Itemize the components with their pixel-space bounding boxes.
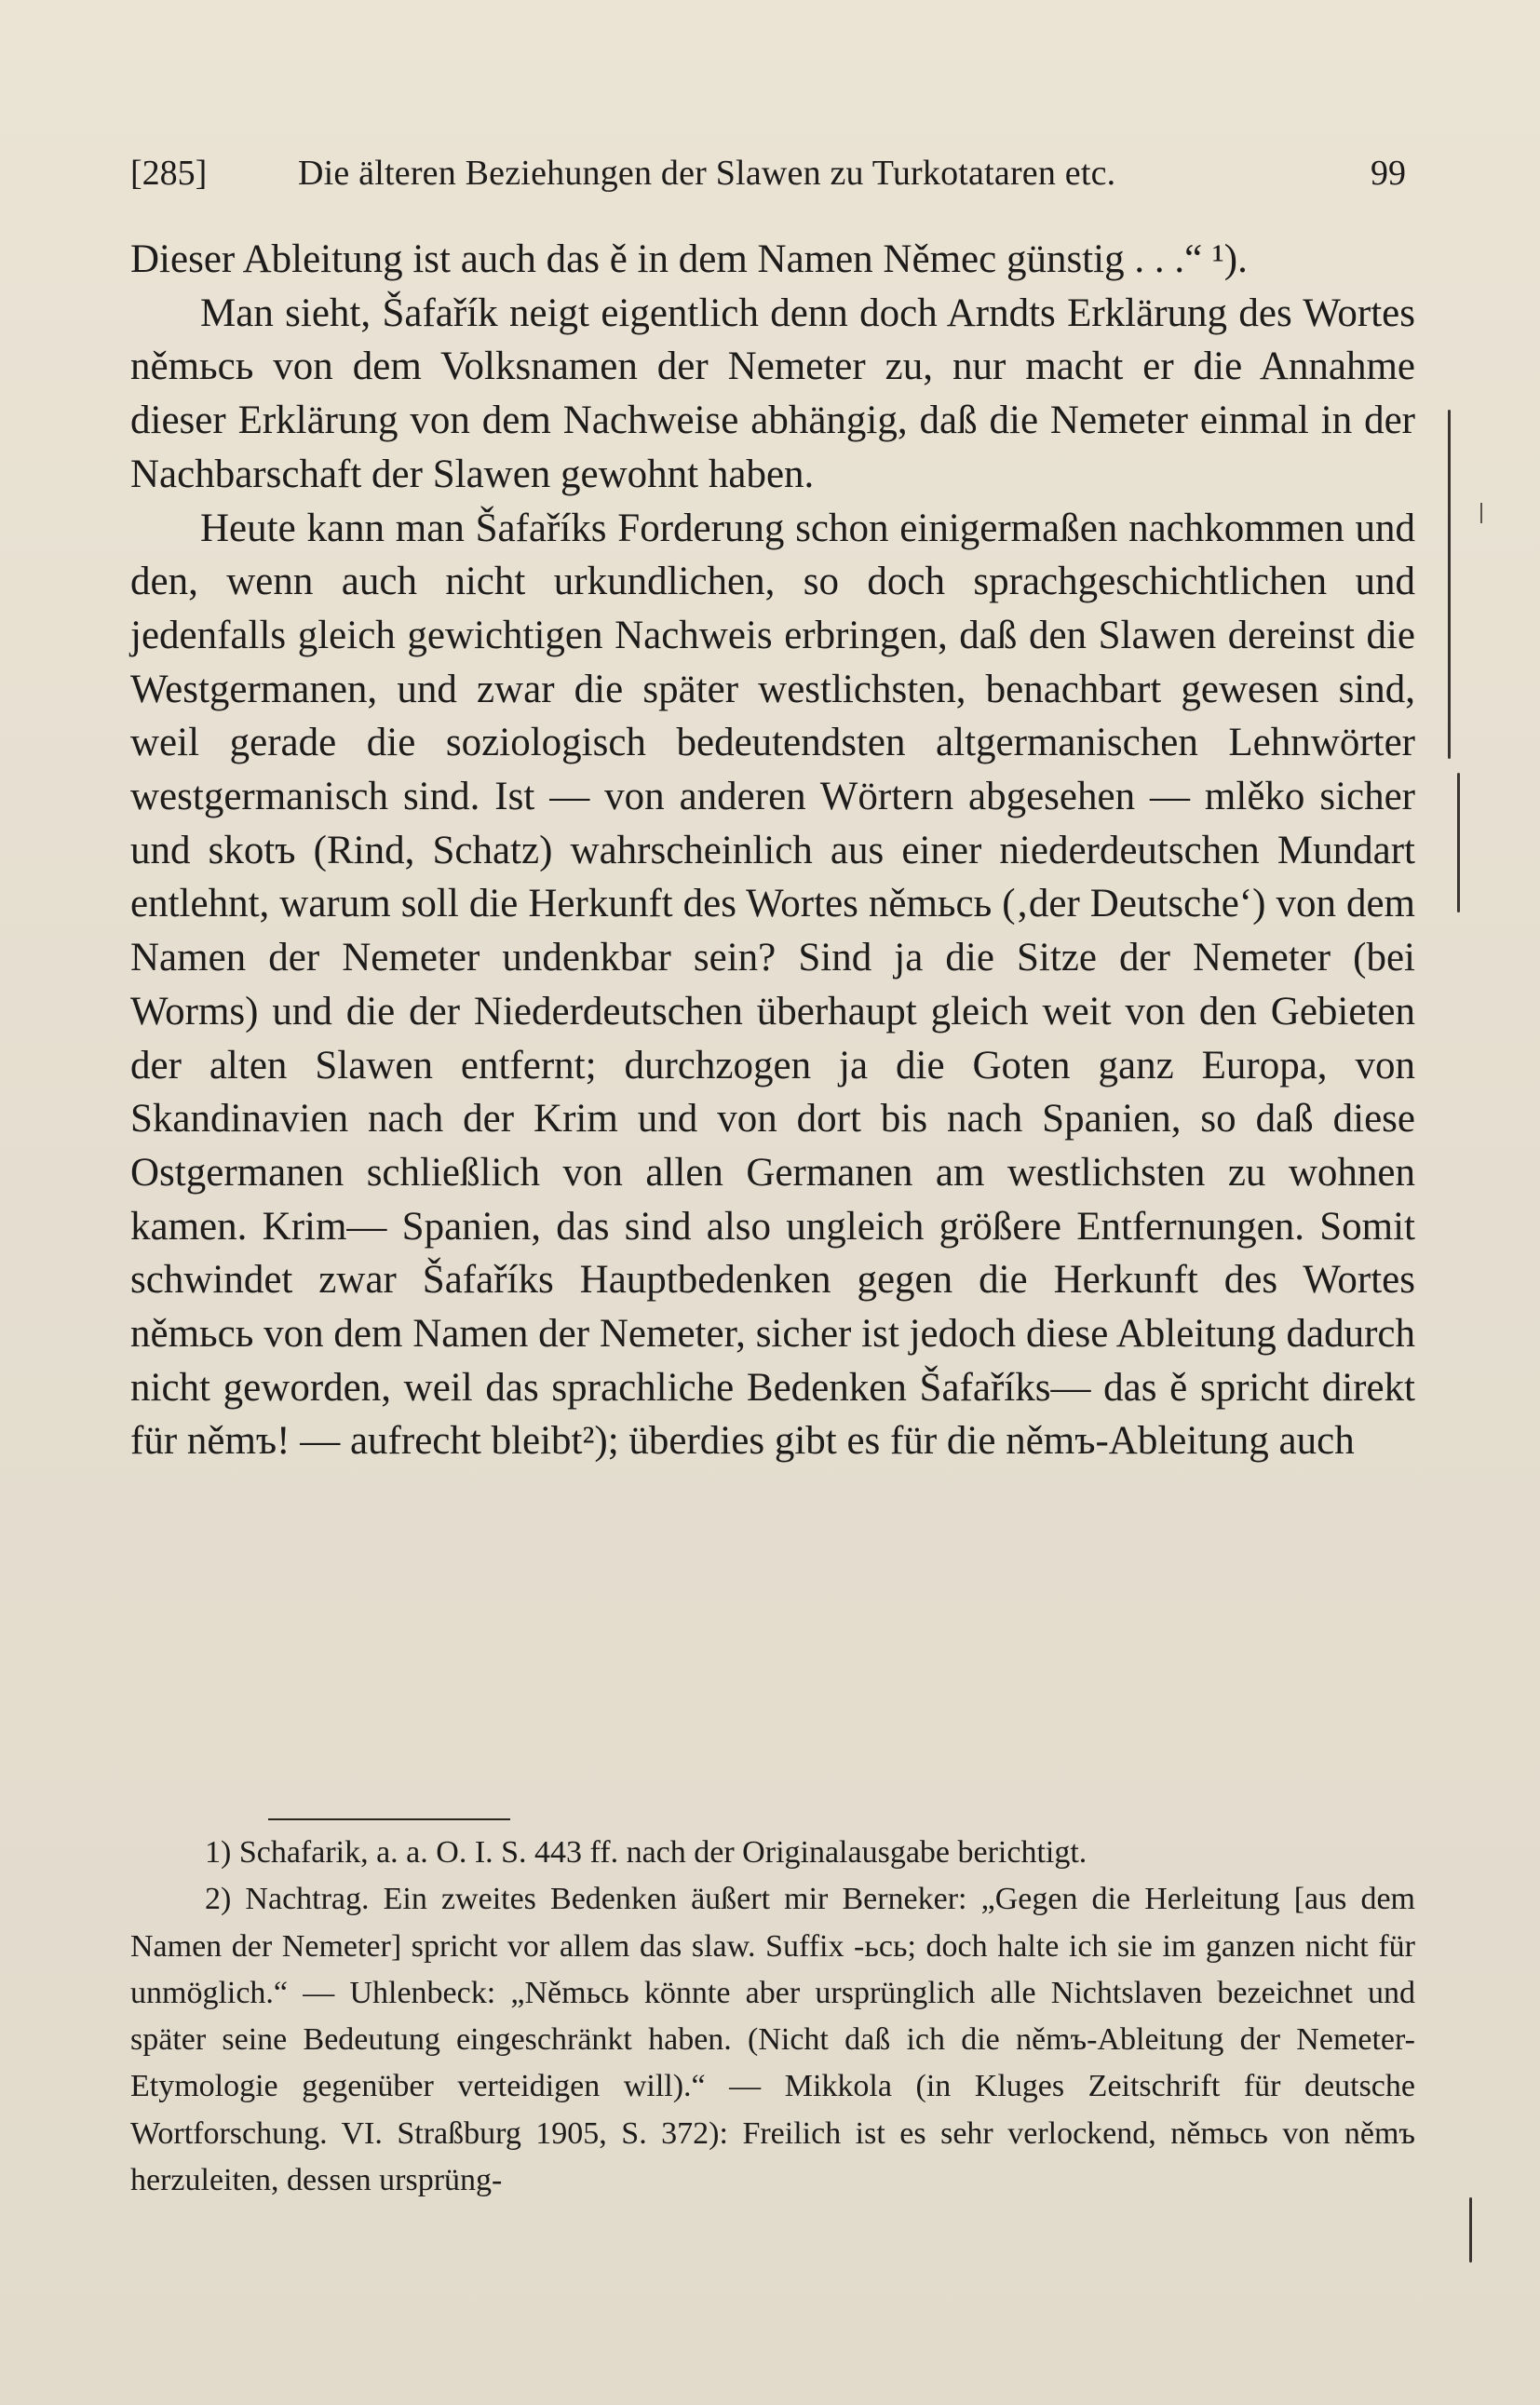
page-header [130, 147, 1415, 199]
paragraph: Man sieht, Šafařík neigt eigentlich denn doch Arndts Erklärung des Wortes němьcь von dem Volksnamen der Nemeter zu, nur macht er die Annahme dieser Erklärung von dem Nachweise abhängig, daß die Nemeter einmal in der Nachbarschaft der Slawen gewohnt haben. [130, 290, 1415, 496]
running-title: Die älteren Beziehungen der Slawen zu Turkotataren etc. [298, 154, 1116, 193]
page-number: 99 [1371, 154, 1406, 193]
margin-pencil-tick [1480, 503, 1482, 523]
footnote: 2) Nachtrag. Ein zweites Bedenken äußert mir Berneker: „Gegen die Herleitung [aus dem Namen der Nemeter] spricht vor allem das slaw. Suffix -ьcь; doch halte ich sie im ganzen nicht für unmöglich.“ — Uhlenbeck: „Němьcь könnte aber ursprünglich alle Nichtslaven bezeichnet und später seine Bedeutung eingeschränkt haben. (Nicht daß ich die němъ-Ableitung der Nemeter-Etymologie gegenüber verteidigen will).“ — Mikkola (in Kluges Zeitschrift für deutsche Wortforschung. VI. Straßburg 1905, S. 372): Freilich ist es sehr verlockend, němьcь von němъ herzuleiten, dessen ursprüng- [130, 1882, 1415, 2198]
footnote-rule [268, 1818, 510, 1820]
footnotes [130, 1830, 1415, 2204]
margin-pencil-mark [1457, 773, 1460, 912]
main-text [130, 233, 1415, 1468]
page-reference: [285] [130, 154, 208, 193]
footnote: 1) Schafarik, a. a. O. I. S. 443 ff. nach der Originalausgabe berichtigt. [205, 1835, 1087, 1870]
margin-pencil-mark [1469, 2197, 1472, 2263]
paragraph: Heute kann man Šafaříks Forderung schon einigermaßen nachkommen und den, wenn auch nicht urkundlichen, so doch sprachgeschichtlichen und jedenfalls gleich gewichtigen Nachweis erbringen, daß den Slawen dereinst die Westgermanen, und zwar die später westlichsten, benachbart gewesen sind, weil gerade die soziologisch bedeutendsten altgermanischen Lehnwörter westgermanisch sind. Ist — von anderen Wörtern abgesehen — mlěko sicher und skotъ (Rind, Schatz) wahrscheinlich aus einer niederdeutschen Mundart entlehnt, warum soll die Herkunft des Wortes němьcь (‚der Deutsche‘) von dem Namen der Nemeter undenkbar sein? Sind ja die Sitze der Nemeter (bei Worms) und die der Niederdeutschen überhaupt gleich weit von den Gebieten der alten Slawen entfernt; durchzogen ja die Goten ganz Europa, von Skandinavien nach der Krim und von dort bis nach Spanien, so daß diese Ostgermanen schließlich von allen Germanen am westlichsten zu wohnen kamen. Krim— Spanien, das sind also ungleich größere Entfernungen. Somit schwindet zwar Šafaříks Hauptbedenken gegen die Herkunft des Wortes němьcь von dem Namen der Nemeter, sicher ist jedoch diese Ableitung dadurch nicht geworden, weil das sprachliche Bedenken Šafaříks— das ě spricht direkt für němъ! — aufrecht bleibt²); überdies gibt es für die němъ-Ableitung auch [130, 506, 1415, 1464]
paragraph: Dieser Ableitung ist auch das ě in dem Namen Němec günstig . . .“ ¹). [130, 237, 1248, 281]
margin-pencil-mark [1448, 410, 1451, 759]
